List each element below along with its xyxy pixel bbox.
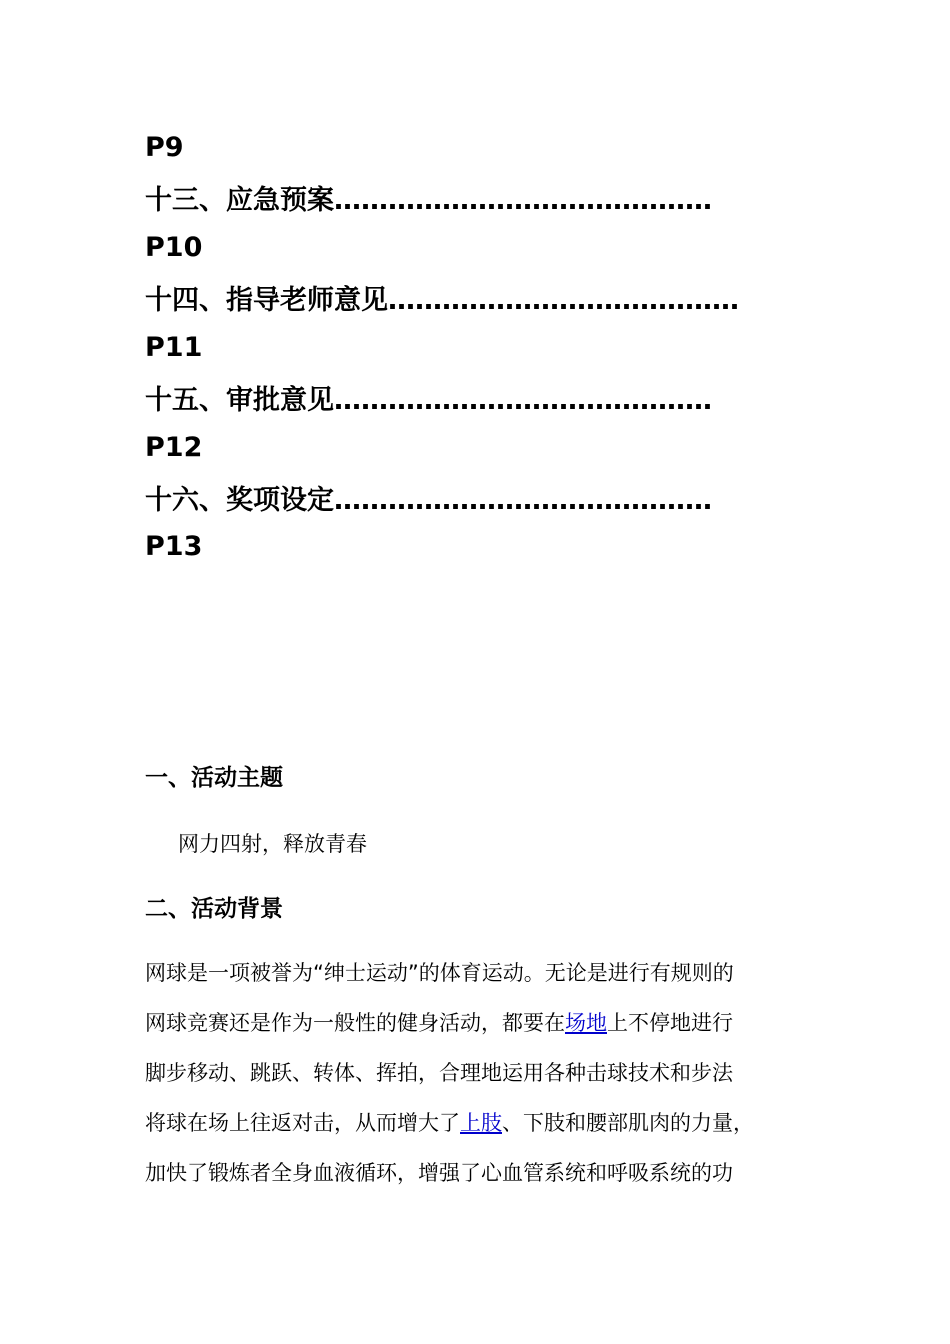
section-heading-theme: 一、活动主题 xyxy=(145,765,283,791)
link-upper-limb[interactable]: 上肢 xyxy=(460,1111,502,1135)
background-line-2-text: 网球竞赛还是作为一般性的健身活动，都要在 xyxy=(145,1011,565,1035)
toc-page-number: P10 xyxy=(145,232,203,263)
link-venue[interactable]: 场地 xyxy=(565,1011,607,1035)
background-line-1: 网球是一项被誉为“绅士运动”的体育运动。无论是进行有规则的 xyxy=(145,961,734,985)
theme-text: 网力四射，释放青春 xyxy=(178,832,367,856)
toc-entry-awards: 十六、奖项设定…………………………………… xyxy=(145,485,712,516)
background-line-2-text-end: 上不停地进行 xyxy=(607,1011,733,1035)
section-heading-background: 二、活动背景 xyxy=(145,896,283,922)
background-line-5: 加快了锻炼者全身血液循环，增强了心血管系统和呼吸系统的功 xyxy=(145,1161,733,1185)
background-line-2 xyxy=(145,1009,733,1037)
toc-entry-advisor-opinion: 十四、指导老师意见………………………………… xyxy=(145,285,739,316)
background-line-3: 脚步移动、跳跃、转体、挥拍，合理地运用各种击球技术和步法 xyxy=(145,1061,733,1085)
background-line-4 xyxy=(145,1109,754,1137)
toc-page-number: P13 xyxy=(145,531,203,562)
toc-page-number: P11 xyxy=(145,332,203,363)
toc-page-number: P12 xyxy=(145,432,203,463)
background-line-4-text: 将球在场上往返对击，从而增大了 xyxy=(145,1111,460,1135)
toc-page-number: P9 xyxy=(145,132,184,163)
toc-entry-emergency-plan: 十三、应急预案…………………………………… xyxy=(145,185,712,216)
toc-entry-approval-opinion: 十五、审批意见…………………………………… xyxy=(145,385,712,416)
background-line-4-text-end: 、下肢和腰部肌肉的力量， xyxy=(502,1111,754,1135)
